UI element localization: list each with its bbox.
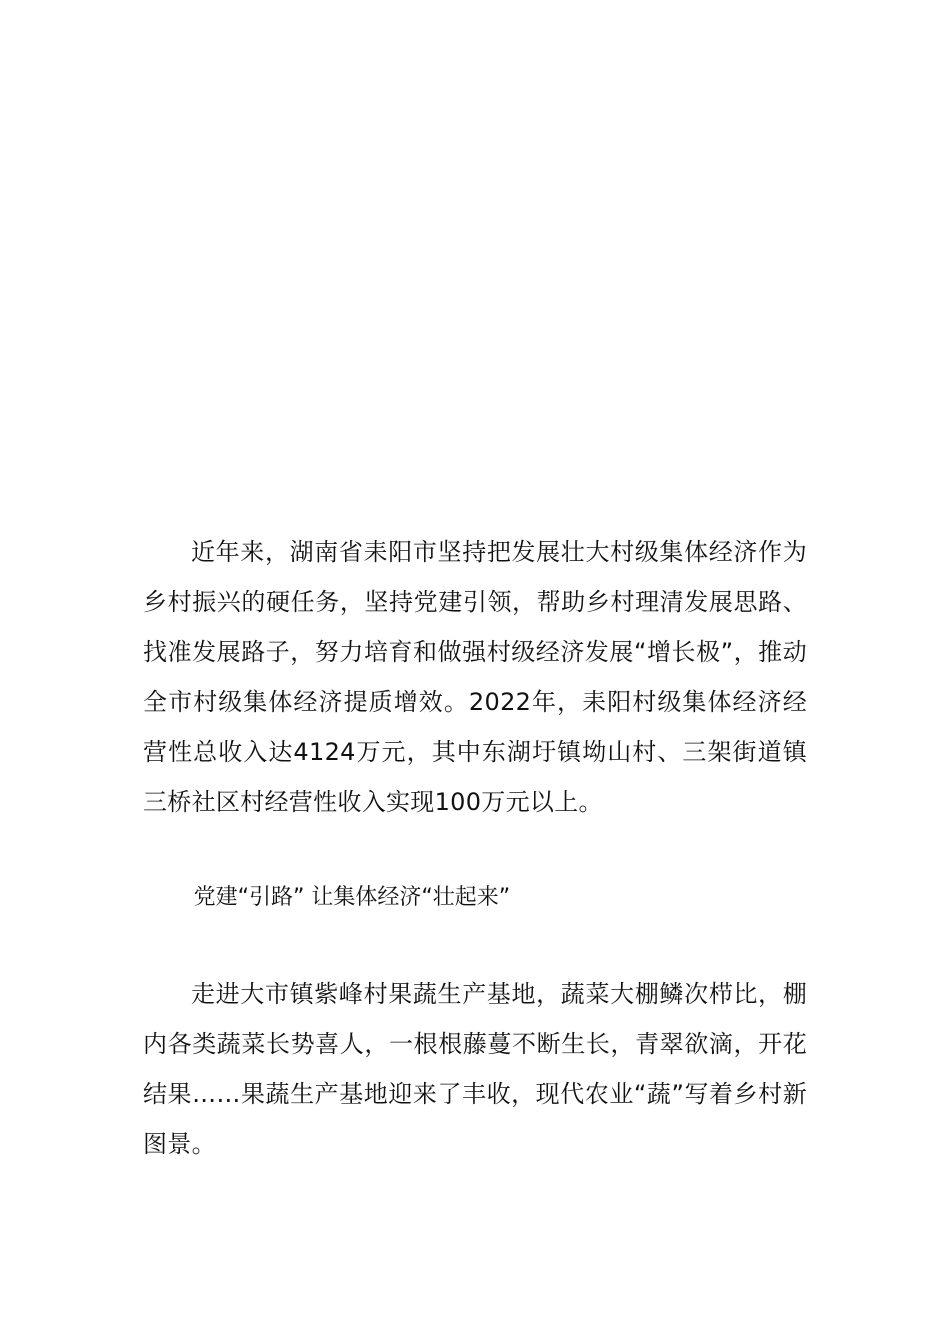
body-paragraph: 走进大市镇紫峰村果蔬生产基地，蔬菜大棚鳞次栉比，棚内各类蔬菜长势喜人，一根根藤蔓不断生长，青翠欲滴，开花结果……果蔬生产基地迎来了丰收，现代农业“蔬”写着乡村新图景。 bbox=[143, 980, 807, 1158]
intro-paragraph: 近年来，湖南省耒阳市坚持把发展壮大村级集体经济作为乡村振兴的硬任务，坚持党建引领，帮助乡村理清发展思路、找准发展路子，努力培育和做强村级经济发展“增长极”，推动全市村级集体经济提质增效。2022年，耒阳村级集体经济经营性总收入达4124万元，其中东湖圩镇坳山村、三架街道镇三桥社区村经营性收入实现100万元以上。 bbox=[143, 538, 807, 816]
paragraph-spacer bbox=[143, 923, 807, 969]
document-content bbox=[143, 527, 807, 1169]
section-heading: 党建“引路” 让集体经济“壮起来” bbox=[193, 885, 511, 910]
paragraph-spacer bbox=[143, 827, 807, 873]
